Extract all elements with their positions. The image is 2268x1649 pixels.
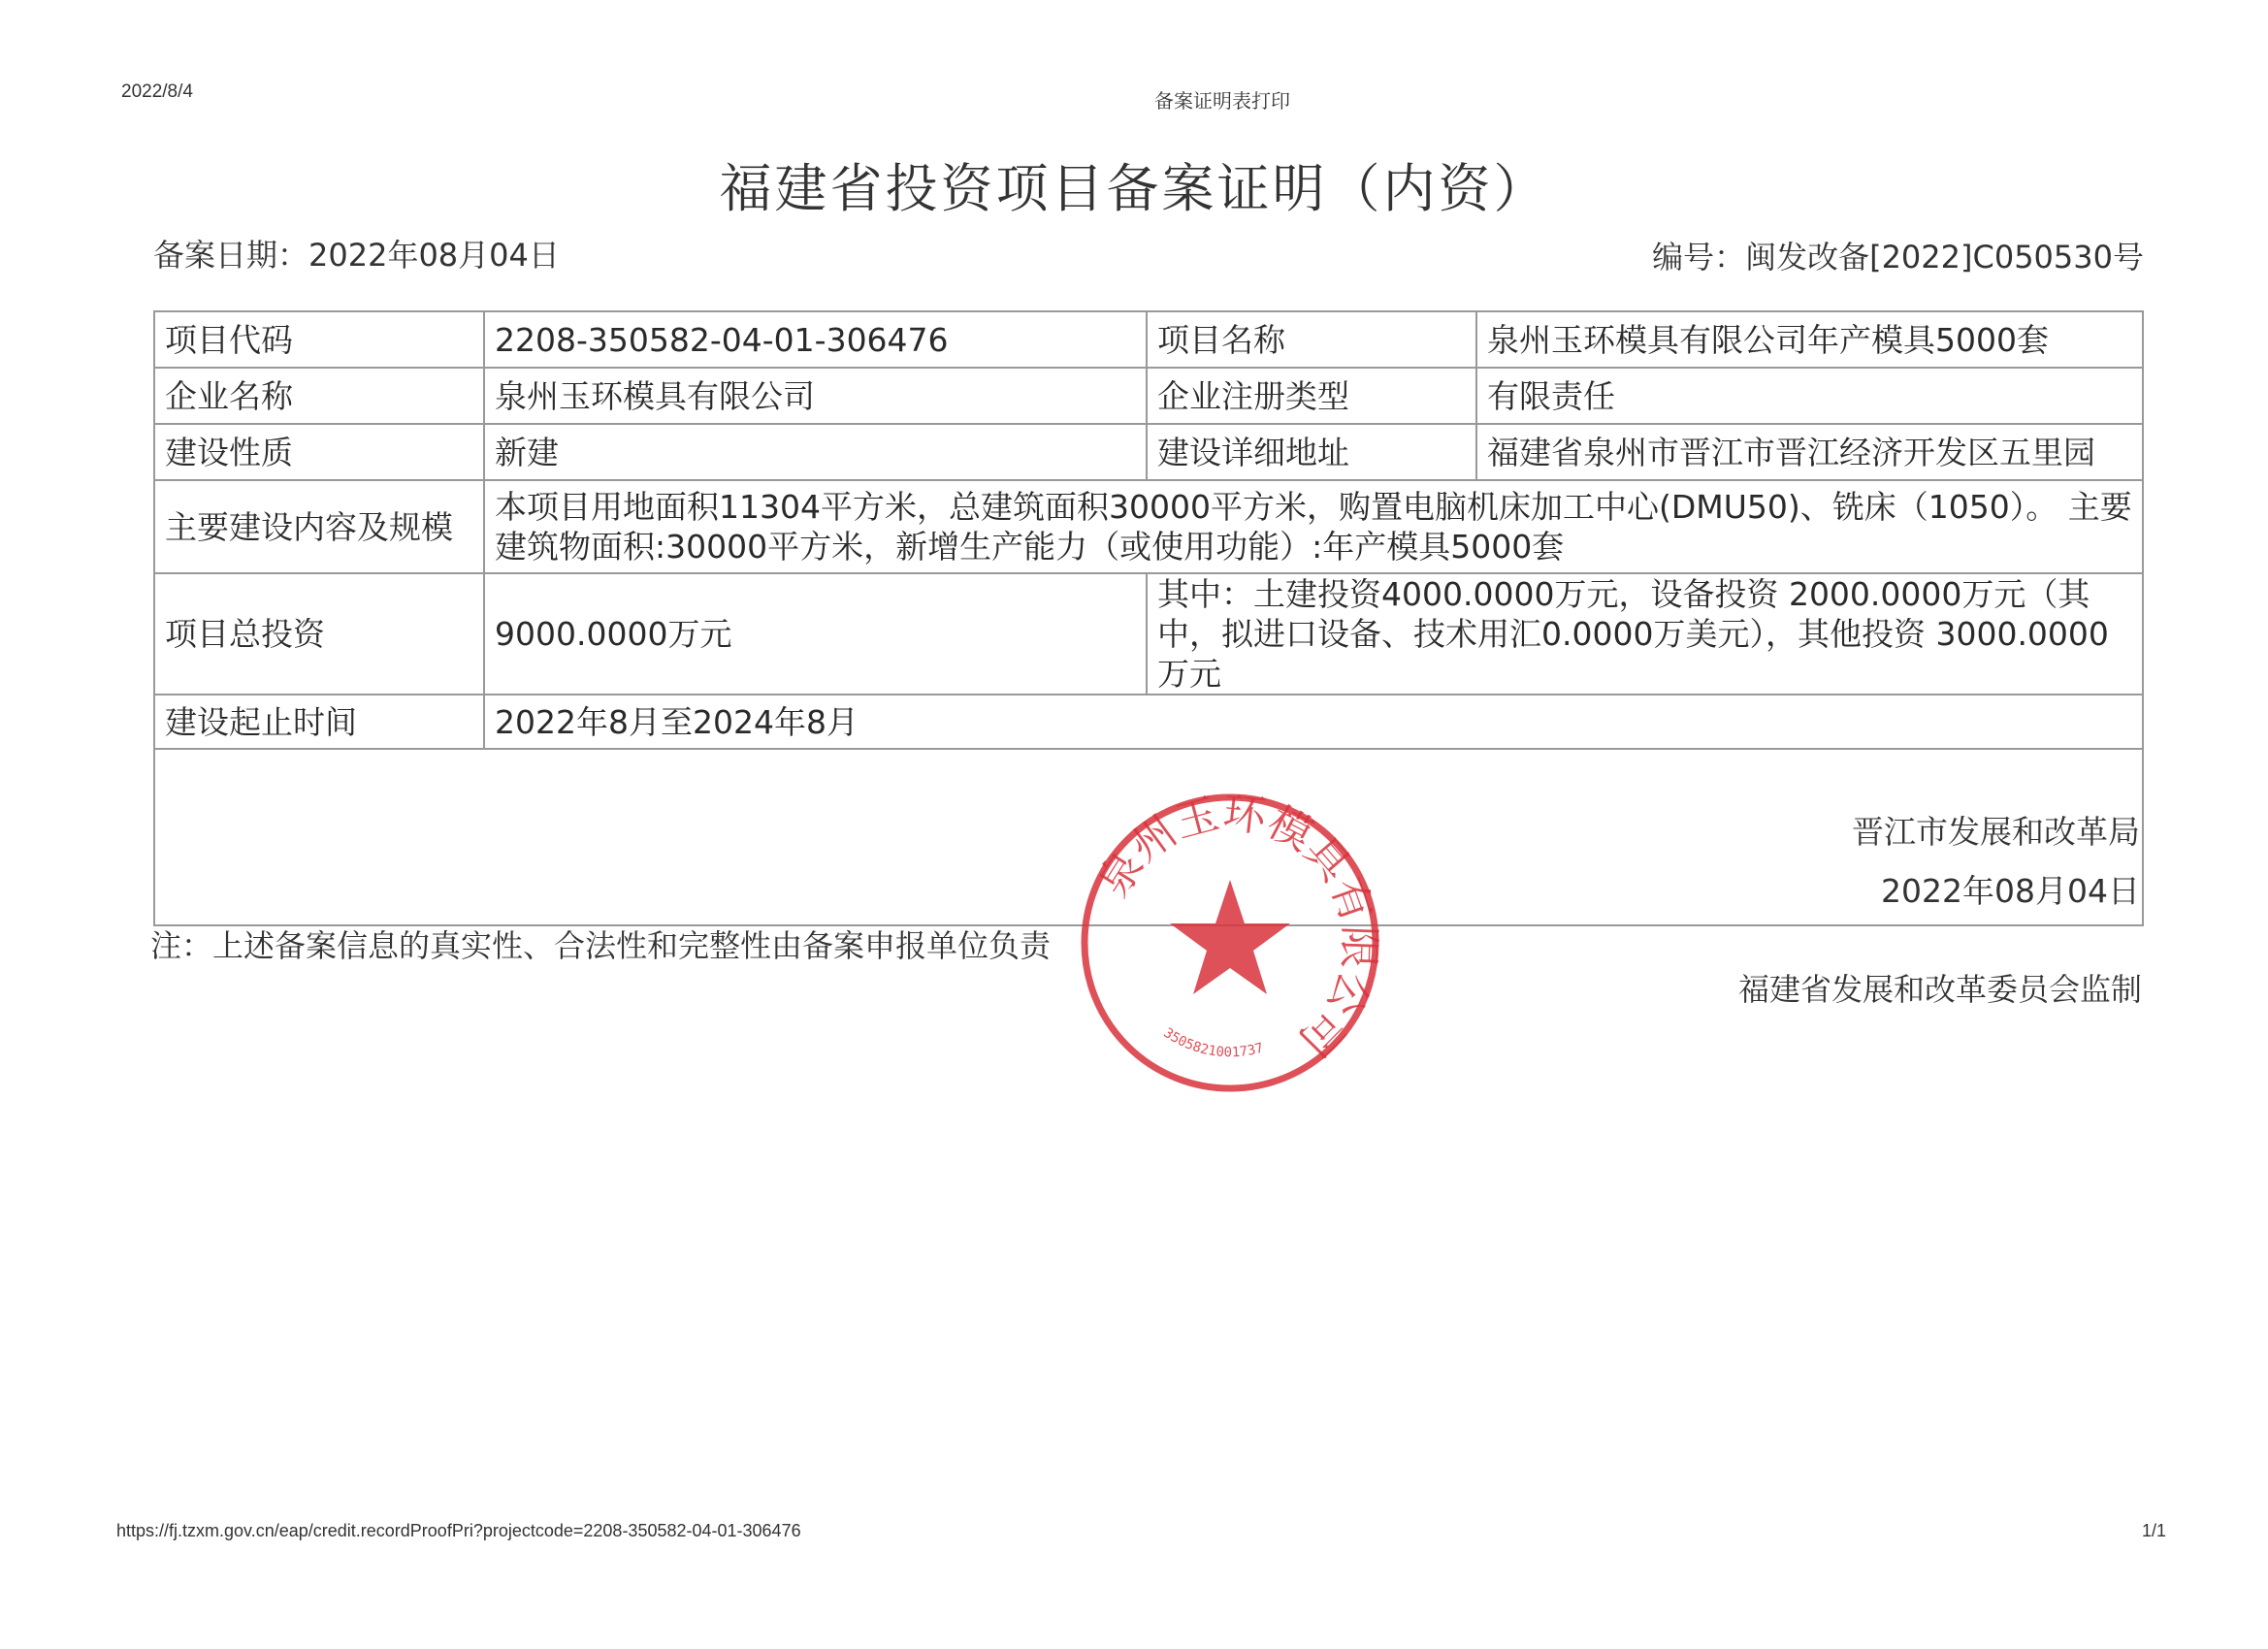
table-row [154, 480, 2143, 573]
filing-date: 备案日期：2022年08月04日 [153, 237, 560, 274]
period-label: 建设起止时间 [154, 695, 484, 749]
content-label: 主要建设内容及规模 [154, 480, 484, 573]
nature-value: 新建 [484, 424, 1147, 480]
project-code-label: 项目代码 [154, 311, 484, 368]
company-label: 企业名称 [154, 368, 484, 424]
investment-detail: 其中：土建投资4000.0000万元，设备投资 2000.0000万元（其中，拟进口设备、技术用汇0.0000万美元），其他投资 3000.0000万元 [1147, 573, 2143, 695]
project-name-label: 项目名称 [1147, 311, 1476, 368]
project-code-value: 2208-350582-04-01-306476 [484, 311, 1147, 368]
company-value: 泉州玉环模具有限公司 [484, 368, 1147, 424]
content-value: 本项目用地面积11304平方米，总建筑面积30000平方米，购置电脑机床加工中心(DMU50)、铣床（1050）。 主要建筑物面积:30000平方米，新增生产能力（或使用功能）:年产模具5000套 [484, 480, 2143, 573]
seal-company-text: 泉州玉环模具有限公司 [1088, 788, 1384, 1066]
document-title: 福建省投资项目备案证明（内资） [719, 158, 1549, 219]
period-value: 2022年8月至2024年8月 [484, 695, 2143, 749]
print-page-title: 备案证明表打印 [1154, 89, 1290, 113]
table-row [154, 368, 2143, 424]
seal-star-icon [1170, 880, 1290, 994]
table-row [154, 311, 2143, 368]
table-row [154, 695, 2143, 749]
nature-label: 建设性质 [154, 424, 484, 480]
document-number: 编号：闽发改备[2022]C050530号 [1652, 239, 2144, 275]
footer-page-number: 1/1 [2141, 1521, 2166, 1540]
project-name-value: 泉州玉环模具有限公司年产模具5000套 [1476, 311, 2143, 368]
table-row [154, 573, 2143, 695]
investment-value: 9000.0000万元 [484, 573, 1147, 695]
seal-code-text: 3505821001737 [1160, 1024, 1266, 1061]
company-type-value: 有限责任 [1476, 368, 2143, 424]
investment-label: 项目总投资 [154, 573, 484, 695]
print-date: 2022/8/4 [121, 81, 193, 102]
disclaimer-note: 注：上述备案信息的真实性、合法性和完整性由备案申报单位负责 [150, 927, 1052, 964]
company-seal-stamp [1075, 788, 1385, 1098]
address-label: 建设详细地址 [1147, 424, 1476, 480]
footer-url: https://fj.tzxm.gov.cn/eap/credit.recordProofPri?projectcode=2208-350582-04-01-306476 [116, 1521, 801, 1540]
table-row [154, 424, 2143, 480]
address-value: 福建省泉州市晋江市晋江经济开发区五里园 [1476, 424, 2143, 480]
company-type-label: 企业注册类型 [1147, 368, 1476, 424]
signing-authority: 晋江市发展和改革局 [1852, 813, 2140, 851]
signing-date: 2022年08月04日 [1881, 872, 2140, 910]
supervisor-text: 福建省发展和改革委员会监制 [1737, 971, 2142, 1008]
